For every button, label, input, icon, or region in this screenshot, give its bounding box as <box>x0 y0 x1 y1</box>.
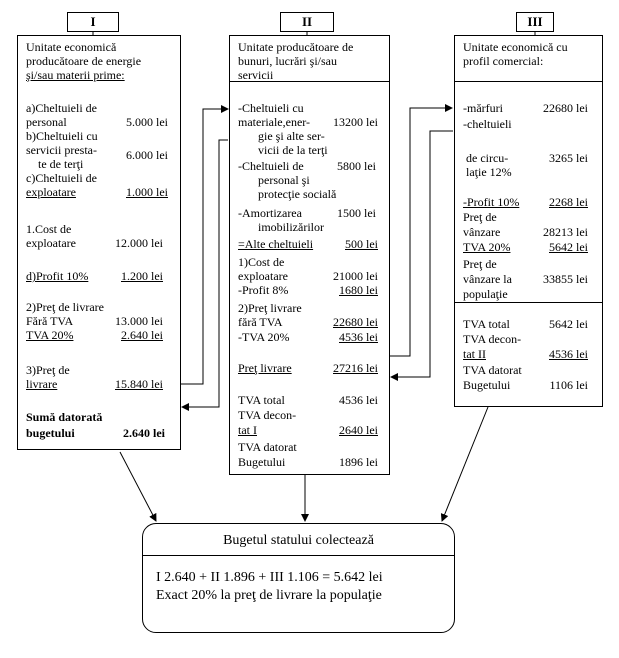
label-ii: II <box>280 12 334 32</box>
col2-divider <box>229 81 390 82</box>
arrow-ii-to-iii <box>390 108 452 356</box>
col3-divider-top <box>454 81 603 82</box>
col3-divider-bottom <box>454 302 603 303</box>
budget-title: Bugetul statului colectează <box>223 533 374 548</box>
budget-percent-line: Exact 20% la preţ de livrare la populaţie <box>156 588 382 603</box>
budget-sum-line: I 2.640 + II 1.896 + III 1.106 = 5.642 lei <box>156 570 383 585</box>
budget-divider <box>142 555 455 556</box>
arrow-i-to-ii <box>181 109 228 384</box>
label-i: I <box>67 12 119 32</box>
arrow-iii-to-budget <box>442 407 488 521</box>
arrow-ii-to-i <box>182 140 228 407</box>
arrow-i-to-budget <box>120 452 156 521</box>
arrow-iii-to-ii <box>391 131 453 377</box>
label-iii: III <box>516 12 554 32</box>
